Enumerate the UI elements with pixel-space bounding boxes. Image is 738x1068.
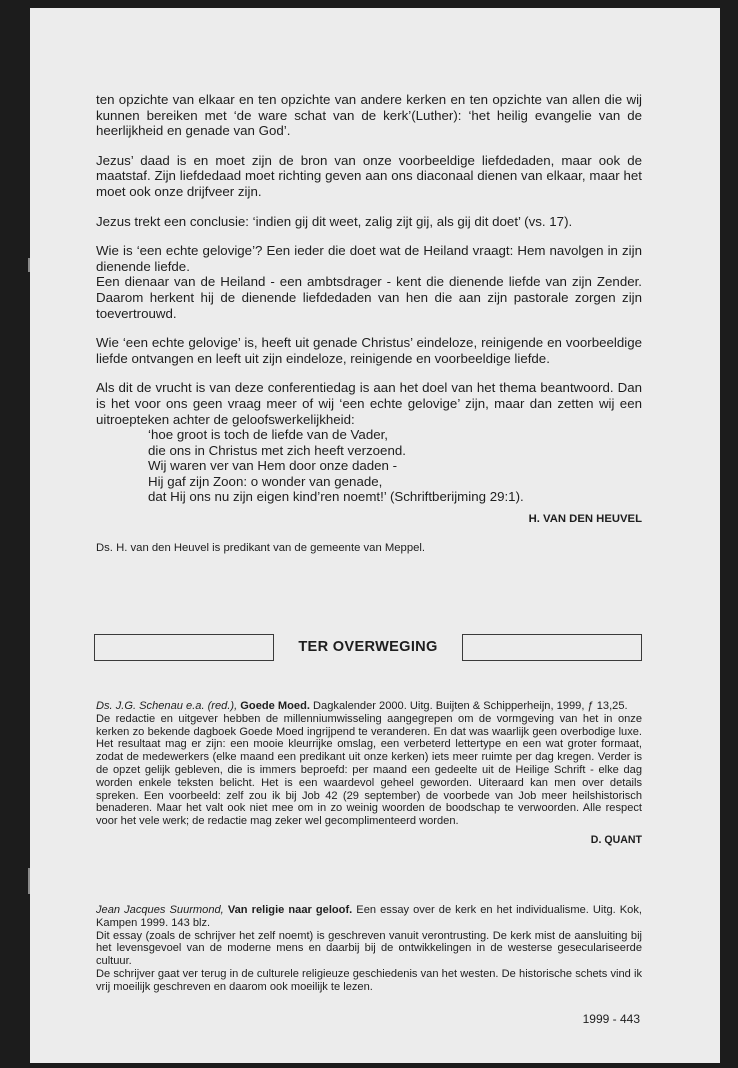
review-body: Dit essay (zoals de schrijver het zelf noemt) is geschreven vanuit verontrusting. De kerk mist de aansluiting bij het levensgevoel van de moderne mens en daarbij bij de ontwikkelingen in de westerse geseculariseerde cultuur. <box>96 929 642 968</box>
paragraph: ten opzichte van elkaar en ten opzichte van andere kerken en ten opzichte van allen die wij kunnen bereiken met ‘de ware schat van de kerk’(Luther): ‘het heilig evangelie van de heerlijkheid en genade van God’. <box>96 92 642 139</box>
poem-line: dat Hij ons nu zijn eigen kind’ren noemt!’ (Schriftberijming 29:1). <box>148 489 524 505</box>
heading-frame-left <box>94 634 274 661</box>
page-number: 1999 - 443 <box>582 1012 640 1026</box>
binding-mark <box>28 258 30 272</box>
review-body: De redactie en uitgever hebben de millenniumwisseling aangegrepen om de vormgeving van het in onze kerken zo bekende dagboek Goede Moed ingrijpend te veranderen. En dat was waarlijk geen overbodige luxe. Het resultaat mag er zijn: een mooie kleurrijke omslag, een verbeterd lettertype en een wat groter formaat, zodat de medewerkers (elke maand een predikant uit onze kerken) iets meer ruimte per dag kregen. Verder is de opzet gelijk gebleven, die is immers beproefd: per maand een gedeelte uit de Heilige Schrift - elke dag worden enkele teksten belicht. Het is een waardevol geheel geworden. Uiteraard kan men over details spreken. Een voorbeeld: zelf zou ik bij Job 42 (29 september) de voorbede van Job meer heilshistorisch benaderen. Maar het valt ook niet mee om in zo weinig woorden de boodschap te verwoorden. Alle respect voor het vele werk; de redactie mag zeker wel gecomplimenteerd worden. <box>96 712 642 828</box>
review-body: De schrijver gaat ver terug in de culturele religieuze geschiedenis van het westen. De historische schets vind ik vrij moeilijk geschreven en daarom ook moeilijk te lezen. <box>96 967 642 993</box>
review-title: Goede Moed. <box>240 700 310 712</box>
poem-line: Wij waren ver van Hem door onze daden - <box>148 458 398 474</box>
author-note: Ds. H. van den Heuvel is predikant van de gemeente van Meppel. <box>96 541 426 554</box>
poem-line: die ons in Christus met zich heeft verzoend. <box>148 442 406 458</box>
paragraph: Een dienaar van de Heiland - een ambtsdrager - kent die dienende liefde van zijn Zender. Daarom herkent hij de dienende liefdedaden van hen die aan zijn pastorale zorgen zijn toevertrouwd. <box>96 274 642 321</box>
review-author: Jean Jacques Suurmond, <box>96 904 224 916</box>
article-body <box>96 92 642 555</box>
review-signature: D. QUANT <box>590 833 642 846</box>
paragraph: Jezus’ daad is en moet zijn de bron van onze voorbeeldige liefdedaden, maar ook de maatstaf. Zijn liefdedaad moet richting geven aan ons diaconaal dienen van elkaar, maar het moet ook onze drijfveer zijn. <box>96 152 642 199</box>
heading-frame-right <box>462 634 642 661</box>
review-citation <box>96 700 642 713</box>
review-details: Een essay over de kerk en het individualisme. Uitg. Kok, Kampen 1999. 143 blz. <box>96 904 642 929</box>
review-details: Dagkalender 2000. Uitg. Buijten & Schipperheijn, 1999, ƒ 13,25. <box>313 700 628 712</box>
paragraph: Jezus trekt een conclusie: ‘indien gij dit weet, zalig zijt gij, als gij dit doet’ (vs. 17). <box>96 213 573 229</box>
binding-mark <box>28 868 30 894</box>
paragraph: Wie ‘een echte gelovige’ is, heeft uit genade Christus’ eindeloze, reinigende en voorbeeldige liefde ontvangen en leeft uit zijn eindeloze, reinigende en voorbeeldige liefde. <box>96 335 642 366</box>
poem-line: ‘hoe groot is toch de liefde van de Vader, <box>148 427 388 443</box>
review-title: Van religie naar geloof. <box>227 904 353 916</box>
poem-line: Hij gaf zijn Zoon: o wonder van genade, <box>148 473 383 489</box>
review-citation <box>96 904 642 930</box>
poem-quote <box>148 427 642 505</box>
section-title: TER OVERWEGING <box>298 639 438 655</box>
review-author: Ds. J.G. Schenau e.a. (red.), <box>96 700 238 712</box>
section-heading <box>94 634 642 662</box>
paragraph: Als dit de vrucht is van deze conferentiedag is aan het doel van het thema beantwoord. Dan is het voor ons geen vraag meer of wij ‘een echte gelovige’ zijn, maar dan zetten wij een uitroepteken achter de geloofswerkelijkheid: <box>96 380 642 427</box>
review-religie <box>96 904 642 994</box>
paragraph: Wie is ‘een echte gelovige’? Een ieder die doet wat de Heiland vraagt: Hem navolgen in zijn dienende liefde. <box>96 243 642 274</box>
review-goede-moed <box>96 700 642 847</box>
author-signature: H. VAN DEN HEUVEL <box>528 513 642 526</box>
